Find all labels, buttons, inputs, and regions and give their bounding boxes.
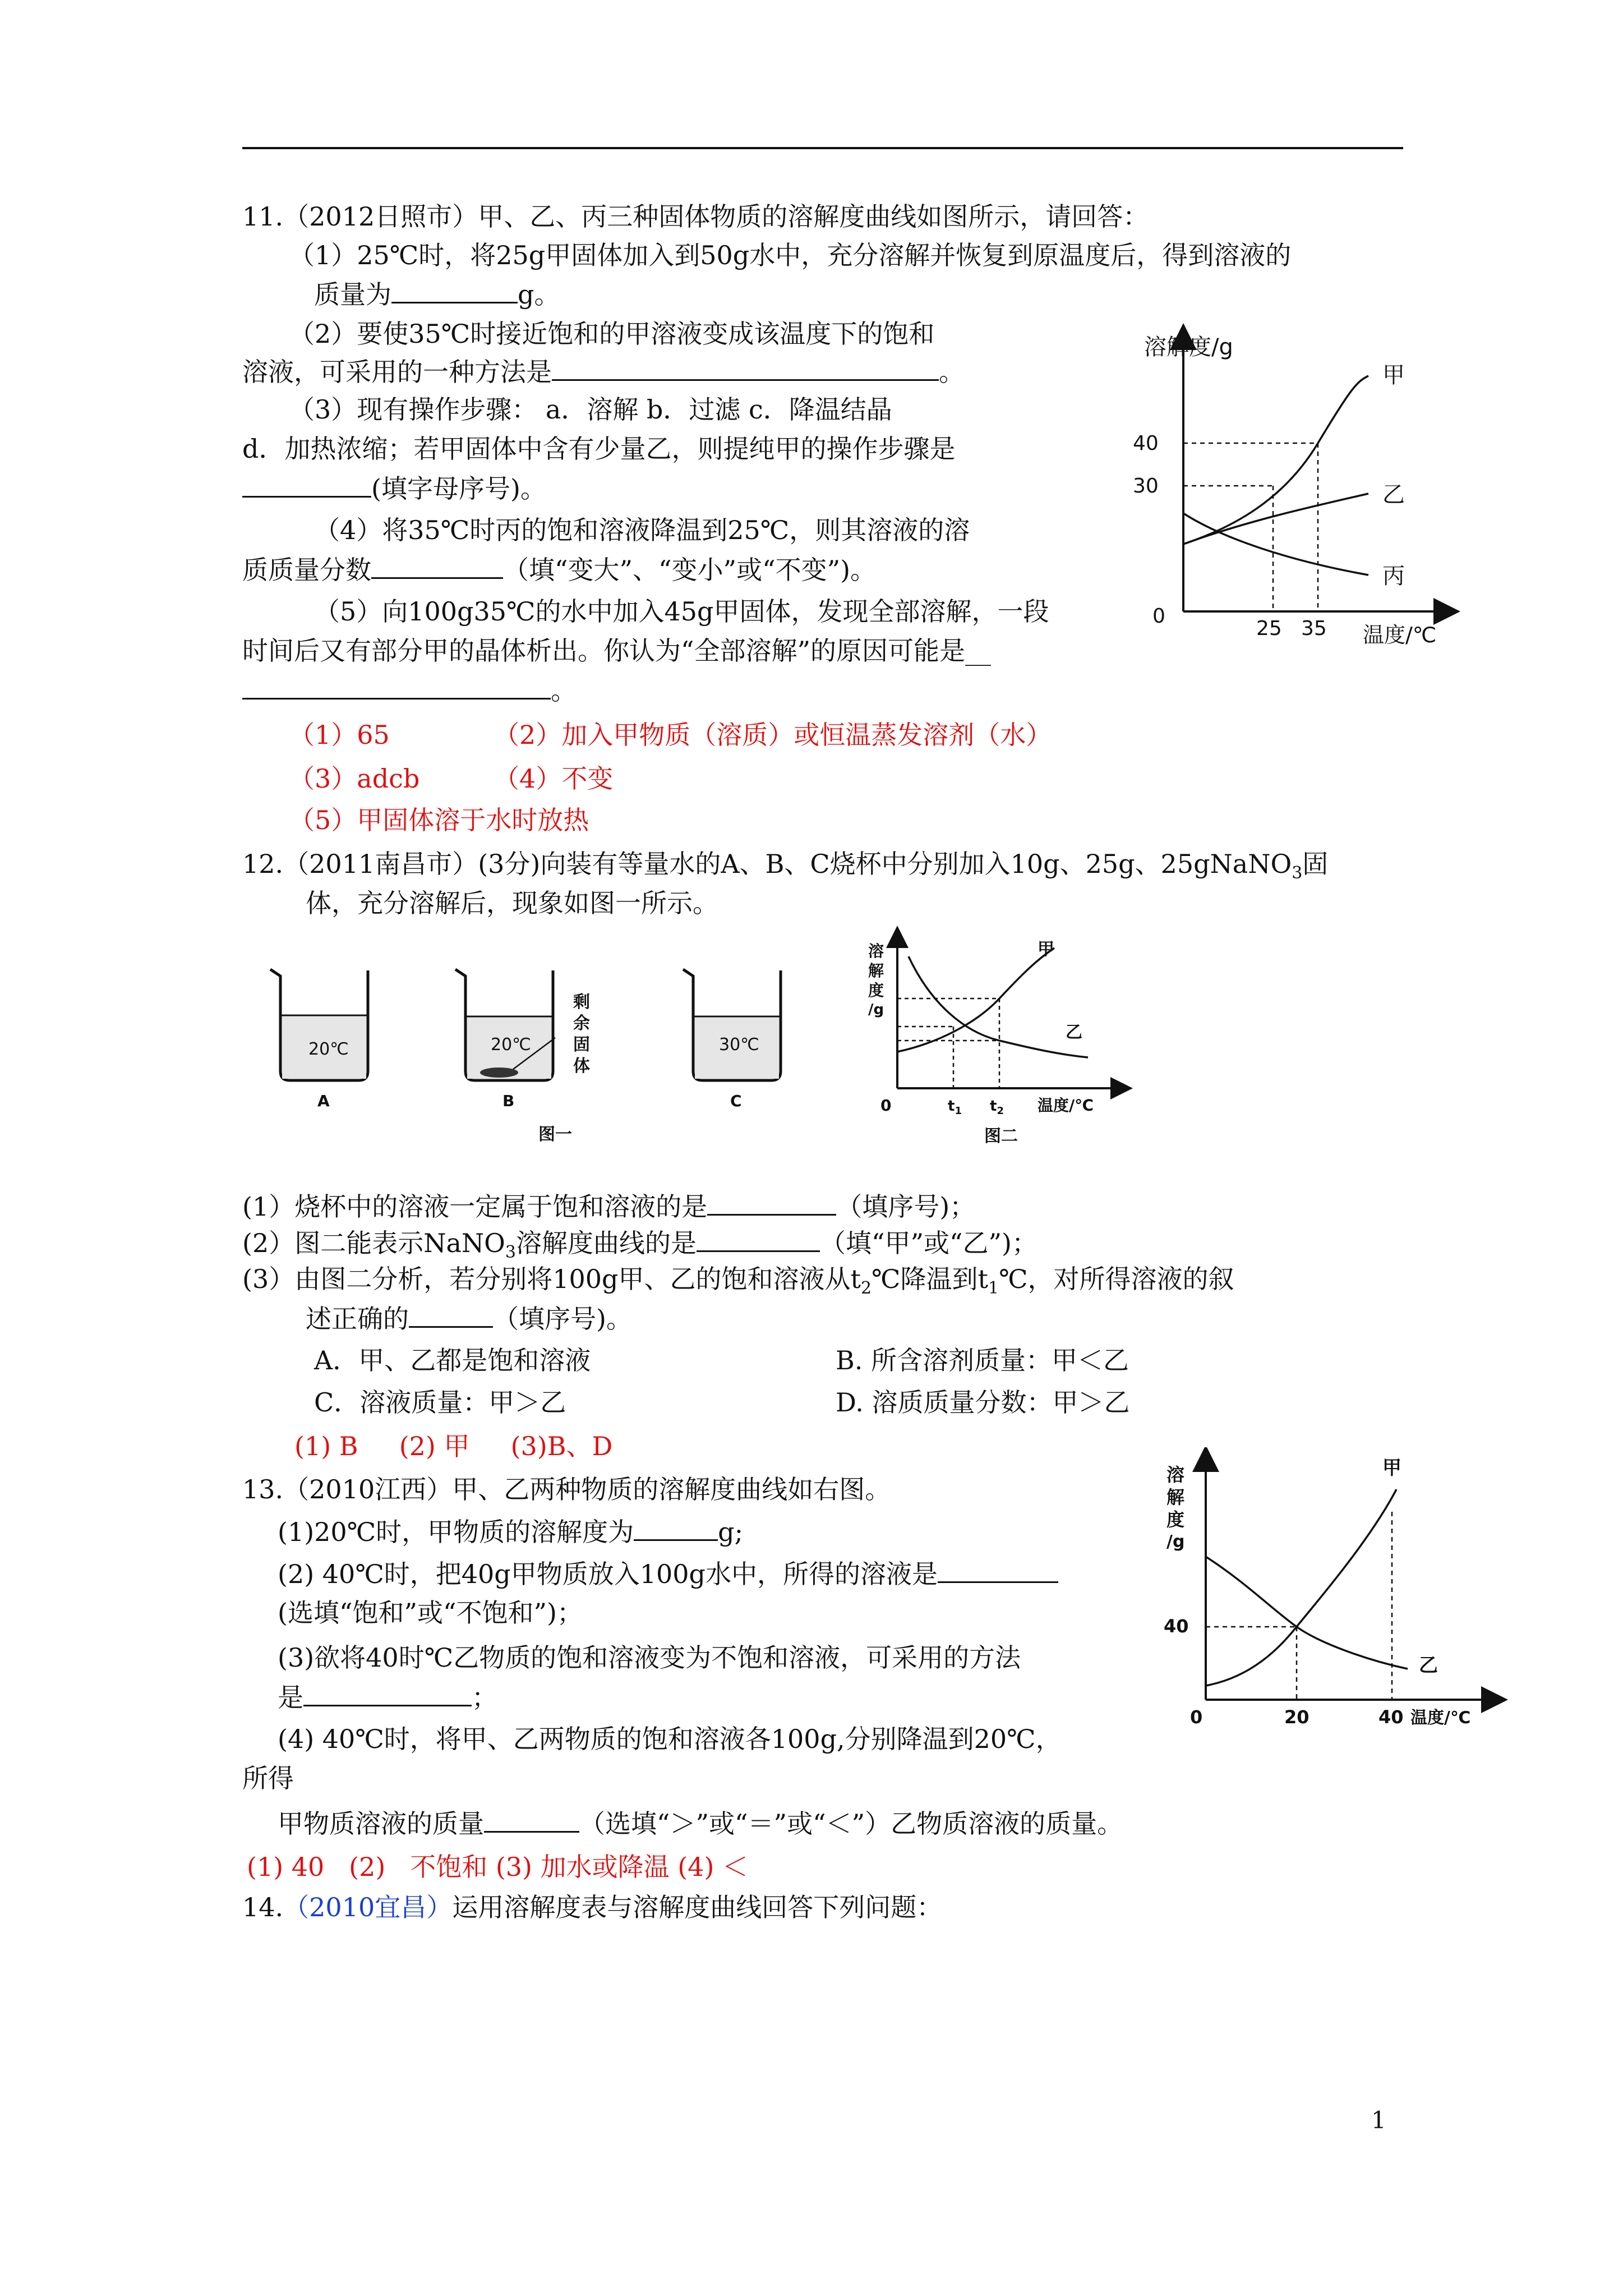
- x-tick-35: 35: [1301, 617, 1327, 640]
- svg-text:解: 解: [868, 961, 884, 980]
- answer-blank[interactable]: [697, 1226, 820, 1252]
- answer-blank[interactable]: [484, 1806, 579, 1833]
- series-label-jia: 甲: [1038, 940, 1054, 959]
- svg-text:解: 解: [1166, 1487, 1185, 1508]
- answer-blank[interactable]: [938, 1557, 1058, 1583]
- q11-part3-cont2: (填字母序号)。: [242, 471, 546, 505]
- beaker-c-temp: 30℃: [719, 1035, 759, 1055]
- curve-jia: [1206, 1489, 1396, 1686]
- y-tick-40: 40: [1164, 1616, 1189, 1637]
- x-axis-label: 温度/℃: [1410, 1708, 1471, 1728]
- answer-blank[interactable]: [707, 1189, 836, 1216]
- origin-label: 0: [1190, 1706, 1203, 1728]
- q13-solubility-chart: [1150, 1447, 1509, 1739]
- q11-part1: （1）25℃时，将25g甲固体加入到50g水中，充分溶解并恢复到原温度后，得到溶液的: [289, 240, 1292, 270]
- q11-part5-cont: 时间后又有部分甲的晶体析出。你认为“全部溶解”的原因可能是__: [242, 636, 992, 666]
- q13-answer: (1) 40 (2) 不饱和 (3) 加水或降温 (4) ＜: [247, 1852, 749, 1882]
- x-axis-label: 温度/℃: [1363, 623, 1437, 647]
- answer-blank[interactable]: [242, 471, 371, 498]
- q13-part3-cont: 是 ；: [278, 1680, 497, 1714]
- q11-part2-cont: 溶液，可采用的一种方法是 。: [242, 355, 965, 389]
- beaker-b-temp: 20℃: [491, 1035, 531, 1055]
- origin-label: 0: [880, 1096, 892, 1115]
- q11-answer-3: （3）adcb: [289, 763, 420, 794]
- q11-part4: （4）将35℃时丙的饱和溶液降温到25℃，则其溶液的溶: [314, 515, 970, 545]
- q12-part2: (2）图二能表示NaNO$_3$溶解度曲线的是 （填“甲”或“乙”)；: [242, 1226, 1038, 1269]
- header-rule: [242, 147, 1403, 149]
- q14-source: （2010宜昌）: [283, 1892, 453, 1922]
- x-tick-t2: $t_2$: [990, 1098, 1004, 1117]
- beaker-c-label: C: [730, 1092, 742, 1110]
- q12-figure-beakers: [264, 954, 836, 1144]
- q12-option-a: A．甲、乙都是饱和溶液: [314, 1345, 591, 1375]
- answer-blank[interactable]: [371, 553, 503, 579]
- y-axis-label: 溶解度/g: [1144, 334, 1233, 360]
- q13-part1: (1)20℃时，甲物质的溶解度为 g;: [278, 1515, 743, 1549]
- q11-solubility-chart: [1122, 320, 1469, 651]
- series-label-bing: 丙: [1382, 563, 1405, 589]
- curve-jia: [897, 948, 1054, 1052]
- curve-jia: [1183, 376, 1368, 544]
- answer-blank[interactable]: [634, 1515, 718, 1541]
- q13-part2: (2) 40℃时，把40g甲物质放入100g水中，所得的溶液是: [278, 1557, 1058, 1591]
- y-tick-30: 30: [1133, 475, 1159, 498]
- beaker-c: [683, 969, 781, 1110]
- q11-stem: 11.（2012日照市）甲、乙、丙三种固体物质的溶解度曲线如图所示，请回答：: [242, 201, 1149, 232]
- origin-label: 0: [1152, 605, 1165, 628]
- q12-figure-2-chart: [852, 926, 1144, 1150]
- svg-text:/g: /g: [868, 1001, 884, 1018]
- svg-text:溶: 溶: [1166, 1464, 1185, 1485]
- q11-answer-2: （2）加入甲物质（溶质）或恒温蒸发溶剂（水）: [494, 720, 1052, 750]
- beaker-a-temp: 20℃: [308, 1039, 349, 1059]
- answer-blank[interactable]: [303, 1680, 472, 1706]
- curve-yi: [909, 956, 1088, 1057]
- beaker-b-label: B: [502, 1092, 515, 1110]
- y-tick-40: 40: [1133, 432, 1159, 455]
- q11-answer-4: （4）不变: [494, 763, 614, 794]
- q12-option-b: B. 所含溶剂质量：甲＜乙: [836, 1345, 1129, 1375]
- x-axis-label: 温度/℃: [1038, 1096, 1094, 1115]
- q13-part4-cont2: 甲物质溶液的质量 （选填“＞”或“＝”或“＜”）乙物质溶液的质量。: [278, 1806, 1123, 1841]
- y-axis-label: [1166, 1464, 1184, 1552]
- q13-stem: 13.（2010江西）甲、乙两种物质的溶解度曲线如右图。: [242, 1474, 891, 1504]
- q12-part3-cont: 述正确的 （填序号)。: [306, 1301, 632, 1336]
- answer-blank[interactable]: [391, 277, 518, 303]
- figure-2-caption: 图二: [984, 1126, 1018, 1146]
- svg-text:度: 度: [1166, 1509, 1185, 1530]
- beaker-b: [455, 969, 555, 1110]
- curve-yi: [1206, 1557, 1408, 1669]
- residue-label: [573, 992, 590, 1076]
- q12-part1: (1）烧杯中的溶液一定属于饱和溶液的是 （填序号)；: [242, 1189, 975, 1223]
- series-label-yi: 乙: [1419, 1654, 1438, 1677]
- q11-answer-1: （1）65: [289, 720, 390, 750]
- svg-text:体: 体: [573, 1056, 590, 1076]
- q12-answer: (1) B (2) 甲 (3)B、D: [294, 1431, 613, 1461]
- svg-text:剩: 剩: [573, 992, 590, 1012]
- q11-part3: （3）现有操作步骤： a．溶解 b．过滤 c．降温结晶: [289, 394, 892, 425]
- x-tick-40: 40: [1378, 1706, 1404, 1728]
- q12-stem: 12.（2011南昌市）(3分)向装有等量水的A、B、C烧杯中分别加入10g、25g、25gNaNO$_3$固: [242, 849, 1329, 884]
- svg-text:固: 固: [573, 1035, 590, 1055]
- q13-part3: (3)欲将40时℃乙物质的饱和溶液变为不饱和溶液，可采用的方法: [278, 1642, 1021, 1673]
- svg-text:余: 余: [573, 1014, 590, 1033]
- q12-option-c: C．溶液质量：甲＞乙: [314, 1387, 566, 1418]
- q12-stem-cont: 体，充分溶解后，现象如图一所示。: [306, 888, 718, 918]
- q11-part2: （2）要使35℃时接近饱和的甲溶液变成该温度下的饱和: [289, 319, 935, 349]
- answer-blank[interactable]: [552, 355, 939, 381]
- q13-part4-cont: 所得: [242, 1763, 294, 1793]
- q14-stem: 14.（2010宜昌）运用溶解度表与溶解度曲线回答下列问题：: [242, 1892, 943, 1922]
- q11-part5-cont2: 。: [242, 673, 577, 707]
- svg-text:度: 度: [868, 981, 884, 1000]
- q13-part4: (4) 40℃时，将甲、乙两物质的饱和溶液各100g,分别降温到20℃，: [278, 1724, 1062, 1754]
- q13-part2-cont: (选填“饱和”或“不饱和”)；: [278, 1598, 583, 1628]
- series-label-yi: 乙: [1066, 1023, 1082, 1042]
- page-number: 1: [1371, 2106, 1386, 2134]
- series-label-jia: 甲: [1382, 1457, 1401, 1479]
- svg-text:溶: 溶: [868, 942, 884, 960]
- curve-yi: [1183, 494, 1368, 544]
- series-label-yi: 乙: [1382, 482, 1405, 508]
- svg-text:/g: /g: [1166, 1532, 1185, 1552]
- x-tick-20: 20: [1284, 1706, 1310, 1728]
- q11-answer-5: （5）甲固体溶于水时放热: [289, 805, 589, 835]
- curve-bing: [1183, 513, 1368, 575]
- answer-blank[interactable]: [242, 673, 551, 700]
- q11-part5: （5）向100g35℃的水中加入45g甲固体，发现全部溶解，一段: [314, 596, 1049, 627]
- figure-1-caption: 图一: [538, 1125, 572, 1144]
- answer-blank[interactable]: [409, 1301, 493, 1328]
- series-label-jia: 甲: [1382, 362, 1405, 388]
- y-axis-label: [868, 942, 884, 1018]
- beaker-a: [270, 969, 368, 1110]
- q11-part1-cont: 质量为 g。: [314, 277, 560, 311]
- q12-part3: (3）由图二分析，若分别将100g甲、乙的饱和溶液从$t_2℃$降温到$t_1℃$，对所得溶液的叙: [242, 1264, 1234, 1299]
- q11-part4-cont: 质质量分数 （填“变大”、“变小”或“不变”)。: [242, 553, 876, 587]
- x-tick-25: 25: [1256, 617, 1282, 640]
- x-tick-t1: $t_1$: [948, 1098, 962, 1117]
- q11-part3-cont: d．加热浓缩；若甲固体中含有少量乙，则提纯甲的操作步骤是: [242, 434, 956, 464]
- q12-option-d: D. 溶质质量分数：甲＞乙: [836, 1387, 1130, 1418]
- beaker-a-label: A: [317, 1092, 330, 1110]
